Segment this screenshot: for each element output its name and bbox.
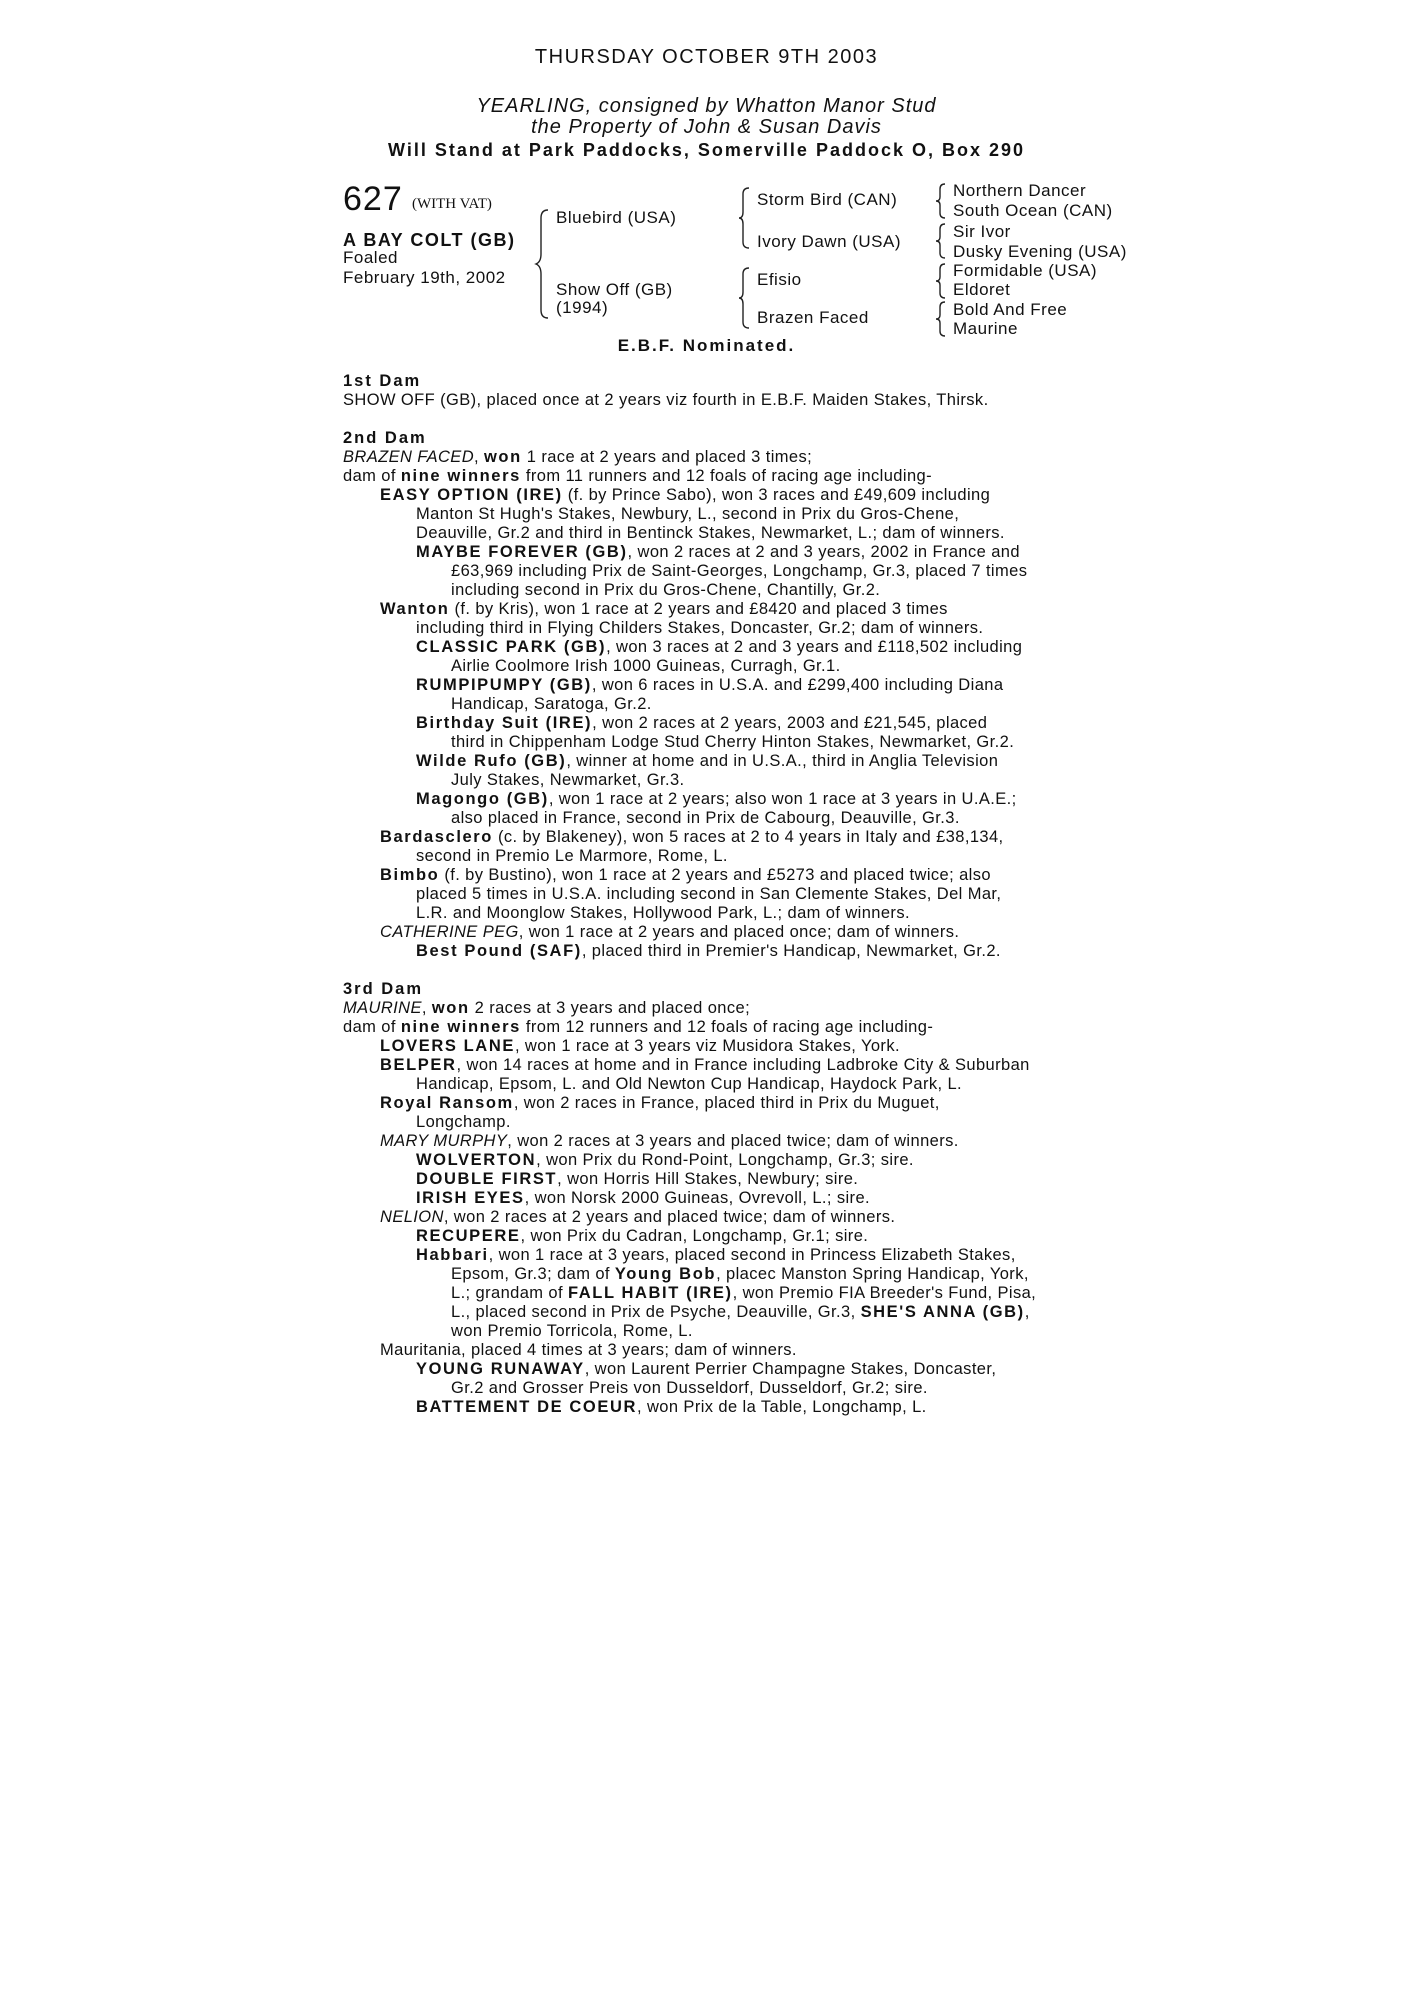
- second-dam-line: CATHERINE PEG, won 1 race at 2 years and placed once; dam of winners.: [380, 923, 960, 941]
- second-dam-line: Bimbo (f. by Bustino), won 1 race at 2 years and £5273 and placed twice; also: [380, 866, 991, 884]
- pedigree-dam-dam: Brazen Faced: [757, 308, 869, 327]
- dam-history: [343, 372, 1343, 1417]
- second-dam-line: Bardasclero (c. by Blakeney), won 5 races at 2 to 4 years in Italy and £38,134,: [380, 828, 1004, 846]
- consignment-block: [0, 96, 1413, 138]
- foaled-date: February 19th, 2002: [343, 268, 506, 287]
- second-dam-line: L.R. and Moonglow Stakes, Hollywood Park, L.; dam of winners.: [416, 904, 910, 922]
- third-dam-line: BELPER, won 14 races at home and in France including Ladbroke City & Suburban: [380, 1056, 1030, 1074]
- pedigree-gen3-4: Dusky Evening (USA): [953, 242, 1127, 261]
- pedigree-sire-sire: Storm Bird (CAN): [757, 190, 898, 209]
- third-dam-line: DOUBLE FIRST, won Horris Hill Stakes, Newbury; sire.: [416, 1170, 859, 1188]
- third-dam-line: MAURINE, won 2 races at 3 years and placed once;: [343, 999, 751, 1017]
- third-dam-line: Handicap, Epsom, L. and Old Newton Cup Handicap, Haydock Park, L.: [416, 1075, 963, 1093]
- third-dam-line: Mauritania, placed 4 times at 3 years; dam of winners.: [380, 1341, 797, 1359]
- third-dam-line: dam of nine winners from 12 runners and 12 foals of racing age including-: [343, 1018, 934, 1036]
- third-dam-line: Gr.2 and Grosser Preis von Dusseldorf, Dusseldorf, Gr.2; sire.: [451, 1379, 928, 1397]
- third-dam-line: L., placed second in Prix de Psyche, Deauville, Gr.3, SHE'S ANNA (GB),: [451, 1303, 1030, 1321]
- second-dam-line: Magongo (GB), won 1 race at 2 years; also won 1 race at 3 years in U.A.E.;: [416, 790, 1017, 808]
- second-dam-line: dam of nine winners from 11 runners and 12 foals of racing age including-: [343, 467, 932, 485]
- second-dam-line: EASY OPTION (IRE) (f. by Prince Sabo), won 3 races and £49,609 including: [380, 486, 991, 504]
- pedigree-gen3-3: Sir Ivor: [953, 222, 1011, 241]
- second-dam-line: also placed in France, second in Prix de Cabourg, Deauville, Gr.3.: [451, 809, 960, 827]
- second-dam-line: BRAZEN FACED, won 1 race at 2 years and placed 3 times;: [343, 448, 813, 466]
- second-dam-line: second in Premio Le Marmore, Rome, L.: [416, 847, 728, 865]
- ebf-nomination: E.B.F. Nominated.: [617, 336, 796, 355]
- second-dam-line: including second in Prix du Gros-Chene, Chantilly, Gr.2.: [451, 581, 881, 599]
- third-dam-line: BATTEMENT DE COEUR, won Prix de la Table, Longchamp, L.: [416, 1398, 927, 1416]
- vat-note: (WITH VAT): [412, 196, 492, 212]
- third-dam-line: Longchamp.: [416, 1113, 511, 1131]
- second-dam-line: July Stakes, Newmarket, Gr.3.: [451, 771, 685, 789]
- pedigree-gen3-7: Bold And Free: [953, 300, 1068, 319]
- pedigree-gen3-6: Eldoret: [953, 280, 1011, 299]
- third-dam-line: RECUPERE, won Prix du Cadran, Longchamp, Gr.1; sire.: [416, 1227, 869, 1245]
- second-dam-line: placed 5 times in U.S.A. including second in San Clemente Stakes, Del Mar,: [416, 885, 1002, 903]
- third-dam-line: YOUNG RUNAWAY, won Laurent Perrier Champagne Stakes, Doncaster,: [416, 1360, 997, 1378]
- stand-location: Will Stand at Park Paddocks, Somerville Paddock O, Box 290: [387, 140, 1026, 160]
- pedigree-bracket-g1: [936, 182, 948, 220]
- second-dam-line: Wilde Rufo (GB), winner at home and in U.S.A., third in Anglia Television: [416, 752, 999, 770]
- third-dam-line: LOVERS LANE, won 1 race at 3 years viz Musidora Stakes, York.: [380, 1037, 900, 1055]
- pedigree-bracket-g3: [936, 262, 948, 300]
- pedigree-bracket-dam: [739, 266, 753, 330]
- third-dam-line: NELION, won 2 races at 2 years and placed twice; dam of winners.: [380, 1208, 896, 1226]
- consignor-line: YEARLING, consigned by Whatton Manor Stud: [476, 95, 937, 117]
- second-dam-line: third in Chippenham Lodge Stud Cherry Hinton Stakes, Newmarket, Gr.2.: [451, 733, 1015, 751]
- second-dam-line: Wanton (f. by Kris), won 1 race at 2 years and £8420 and placed 3 times: [380, 600, 948, 618]
- pedigree-bracket-g2: [936, 222, 948, 260]
- pedigree-bracket-main: [536, 208, 552, 320]
- third-dam-line: Habbari, won 1 race at 3 years, placed second in Princess Elizabeth Stakes,: [416, 1246, 1016, 1264]
- second-dam-line: Handicap, Saratoga, Gr.2.: [451, 695, 652, 713]
- third-dam-line: WOLVERTON, won Prix du Rond-Point, Longchamp, Gr.3; sire.: [416, 1151, 914, 1169]
- pedigree-gen3-8: Maurine: [953, 319, 1018, 338]
- pedigree-gen3-2: South Ocean (CAN): [953, 201, 1113, 220]
- second-dam-line: £63,969 including Prix de Saint-Georges, Longchamp, Gr.3, placed 7 times: [451, 562, 1028, 580]
- foaled-label: Foaled: [343, 248, 398, 267]
- second-dam-line: Birthday Suit (IRE), won 2 races at 2 years, 2003 and £21,545, placed: [416, 714, 988, 732]
- second-dam-line: Best Pound (SAF), placed third in Premier's Handicap, Newmarket, Gr.2.: [416, 942, 1001, 960]
- third-dam-line: L.; grandam of FALL HABIT (IRE), won Premio FIA Breeder's Fund, Pisa,: [451, 1284, 1037, 1302]
- pedigree-sire-dam: Ivory Dawn (USA): [757, 232, 902, 251]
- third-dam-line: IRISH EYES, won Norsk 2000 Guineas, Ovrevoll, L.; sire.: [416, 1189, 871, 1207]
- second-dam-line: MAYBE FOREVER (GB), won 2 races at 2 and 3 years, 2002 in France and: [416, 543, 1020, 561]
- second-dam-line: CLASSIC PARK (GB), won 3 races at 2 and 3 years and £118,502 including: [416, 638, 1023, 656]
- pedigree-bracket-sire: [739, 186, 753, 250]
- third-dam-line: Royal Ransom, won 2 races in France, placed third in Prix du Muguet,: [380, 1094, 940, 1112]
- lot-number: 627: [343, 180, 403, 218]
- second-dam-line: RUMPIPUMPY (GB), won 6 races in U.S.A. and £299,400 including Diana: [416, 676, 1004, 694]
- sale-date: THURSDAY OCTOBER 9TH 2003: [534, 46, 879, 68]
- third-dam-line: Epsom, Gr.3; dam of Young Bob, placec Manston Spring Handicap, York,: [451, 1265, 1029, 1283]
- third-dam-heading: 3rd Dam: [343, 980, 424, 998]
- second-dam-line: Deauville, Gr.2 and third in Bentinck Stakes, Newmarket, L.; dam of winners.: [416, 524, 1005, 542]
- second-dam-heading: 2nd Dam: [343, 429, 427, 447]
- second-dam-line: Manton St Hugh's Stakes, Newbury, L., second in Prix du Gros-Chene,: [416, 505, 960, 523]
- pedigree-dam: Show Off (GB): [556, 280, 673, 299]
- pedigree-gen3-5: Formidable (USA): [953, 261, 1098, 280]
- owner-line: the Property of John & Susan Davis: [531, 116, 882, 138]
- lot-description: A BAY COLT (GB): [343, 230, 516, 250]
- pedigree-dam-year: (1994): [556, 298, 609, 317]
- second-dam-line: Airlie Coolmore Irish 1000 Guineas, Curragh, Gr.1.: [451, 657, 841, 675]
- third-dam-line: MARY MURPHY, won 2 races at 3 years and placed twice; dam of winners.: [380, 1132, 959, 1150]
- pedigree-gen3-1: Northern Dancer: [953, 181, 1087, 200]
- pedigree-bracket-g4: [936, 300, 948, 338]
- pedigree-dam-sire: Efisio: [757, 270, 802, 289]
- first-dam-heading: 1st Dam: [343, 372, 422, 390]
- first-dam-line: SHOW OFF (GB), placed once at 2 years viz fourth in E.B.F. Maiden Stakes, Thirsk.: [343, 391, 989, 409]
- pedigree-sire: Bluebird (USA): [556, 208, 677, 227]
- second-dam-line: including third in Flying Childers Stakes, Doncaster, Gr.2; dam of winners.: [416, 619, 984, 637]
- third-dam-line: won Premio Torricola, Rome, L.: [451, 1322, 693, 1340]
